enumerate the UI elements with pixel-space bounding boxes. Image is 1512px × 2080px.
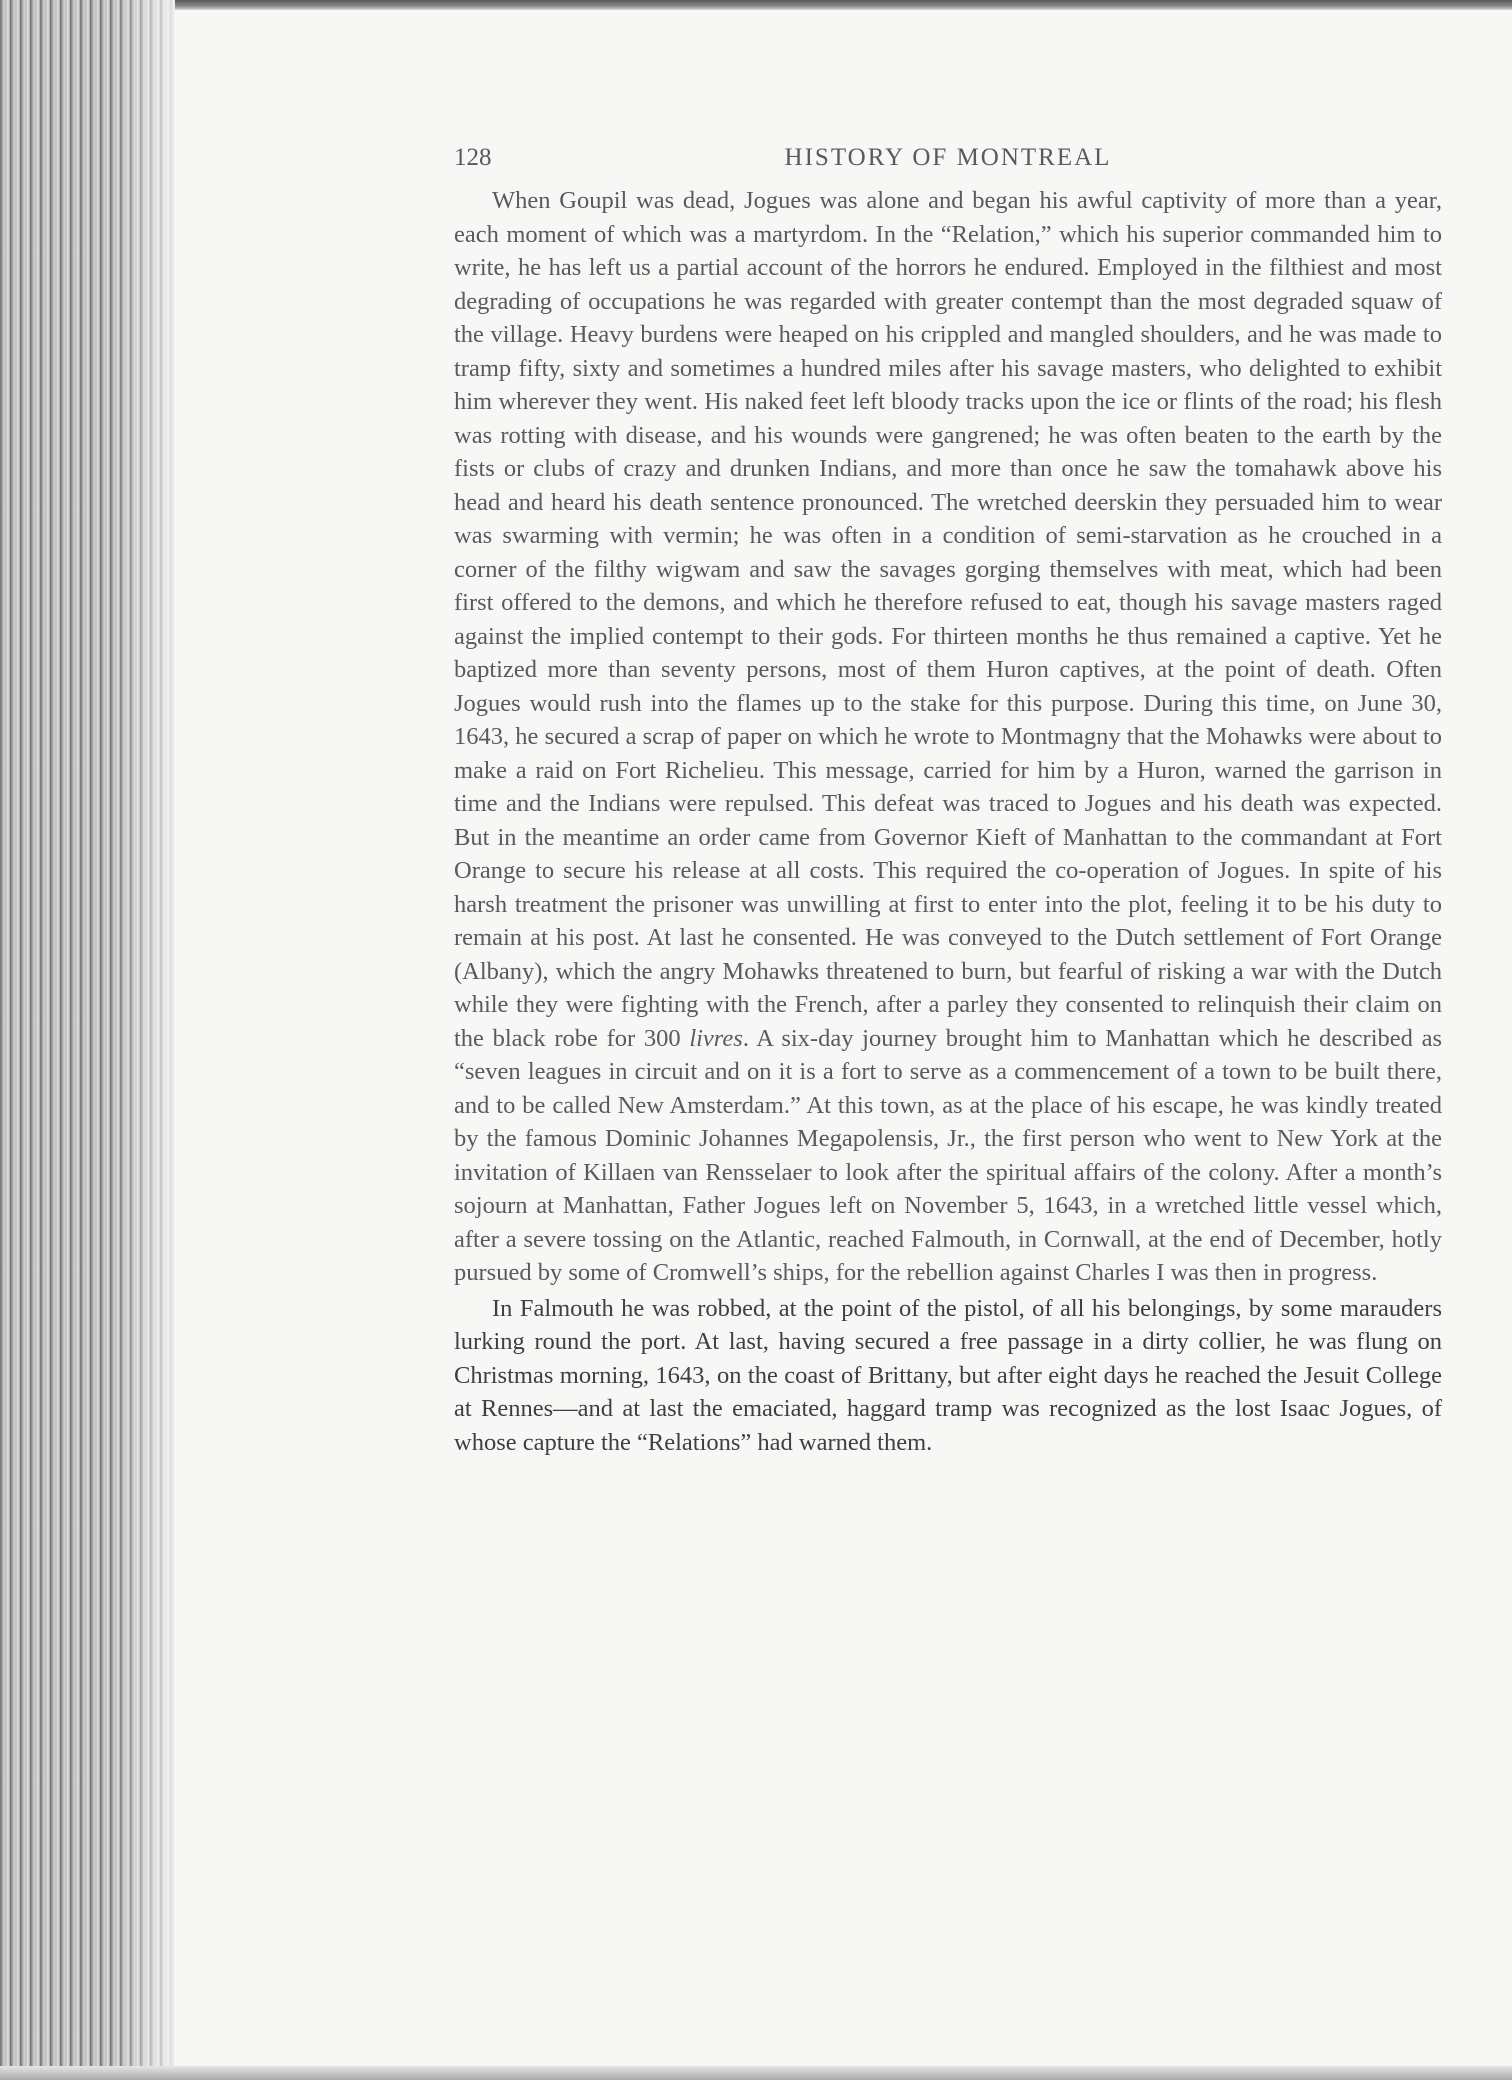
book-page-edges: [0, 0, 175, 2080]
paragraph-2: In Falmouth he was robbed, at the point of the pistol, of all his belongings, by some marauders lurking round the port. At last, having secured a free passage in a dirty collier, he was flung on Christmas morning, 1643, on the coast of Brittany, but after eight days he reached the Jesuit College at Rennes—and at last the emaciated, haggard tramp was recognized as the lost Isaac Jogues, of whose capture the “Relations” had warned them.: [454, 1294, 1442, 1456]
paragraph-1-text-b: . A six-day journey brought him to Manhattan which he described as “seven leagues in circuit and on it is a fort to serve as a commencement of a town to be built there, and to be called New Amsterdam.” At this town, as at the place of his escape, he was kindly treated by the famous Dominic Johannes Megapolensis, Jr., the first person who went to New York at the invitation of Killaen van Rensselaer to look after the spiritual affairs of the colony. After a month’s sojourn at Manhattan, Father Jogues left on November 5, 1643, in a wretched little vessel which, after a severe tossing on the Atlantic, reached Falmouth, in Cornwall, at the end of December, hotly pursued by some of Cromwell’s ships, for the rebellion against Charles I was then in progress.: [454, 1024, 1442, 1286]
book-gutter: [160, 0, 162, 2080]
running-title: HISTORY OF MONTREAL: [784, 144, 1112, 171]
paragraph-1: [454, 184, 1442, 1290]
scan-top-edge: [0, 0, 1512, 10]
paragraph-1-text-a: When Goupil was dead, Jogues was alone and began his awful captivity of more than a year, each moment of which was a martyrdom. In the “Relation,” which his superior commanded him to write, he has left us a partial account of the horrors he endured. Employed in the filthiest and most degrading of occupations he was regarded with greater contempt than the most degraded squaw of the village. Heavy burdens were heaped on his crippled and mangled shoulders, and he was made to tramp fifty, sixty and sometimes a hundred miles after his savage masters, who delighted to exhibit him wherever they went. His naked feet left bloody tracks upon the ice or flints of the road; his flesh was rotting with disease, and his wounds were gangrened; he was often beaten to the earth by the fists or clubs of crazy and drunken Indians, and more than once he saw the tomahawk above his head and heard his death sentence pronounced. The wretched deerskin they persuaded him to wear was swarming with vermin; he was often in a condition of semi-starvation as he crouched in a corner of the filthy wigwam and saw the savages gorging themselves with meat, which had been first offered to the demons, and which he therefore refused to eat, though his savage masters raged against the implied contempt to their gods. For thirteen months he thus remained a captive. Yet he baptized more than seventy persons, most of them Huron captives, at the point of death. Often Jogues would rush into the flames up to the stake for this purpose. During this time, on June 30, 1643, he secured a scrap of paper on which he wrote to Montmagny that the Mohawks were about to make a raid on Fort Richelieu. This message, carried for him by a Huron, warned the garrison in time and the Indians were repulsed. This defeat was traced to Jogues and his death was expected. But in the meantime an order came from Governor Kieft of Manhattan to the commandant at Fort Orange to secure his release at all costs. This required the co-operation of Jogues. In spite of his harsh treatment the prisoner was unwilling at first to enter into the plot, feeling it to be his duty to remain at his post. At last he consented. He was conveyed to the Dutch settlement of Fort Orange (Albany), which the angry Mohawks threatened to burn, but fearful of risking a war with the Dutch while they were fighting with the French, after a parley they consented to relinquish their claim on the black robe for 300: [454, 187, 1442, 1052]
page-content: [454, 138, 1442, 1459]
paragraph-1-italic-livres: livres: [689, 1024, 743, 1052]
scan-bottom-edge: [0, 2066, 1512, 2080]
page-number: 128: [454, 144, 492, 171]
running-head: [454, 138, 1442, 178]
